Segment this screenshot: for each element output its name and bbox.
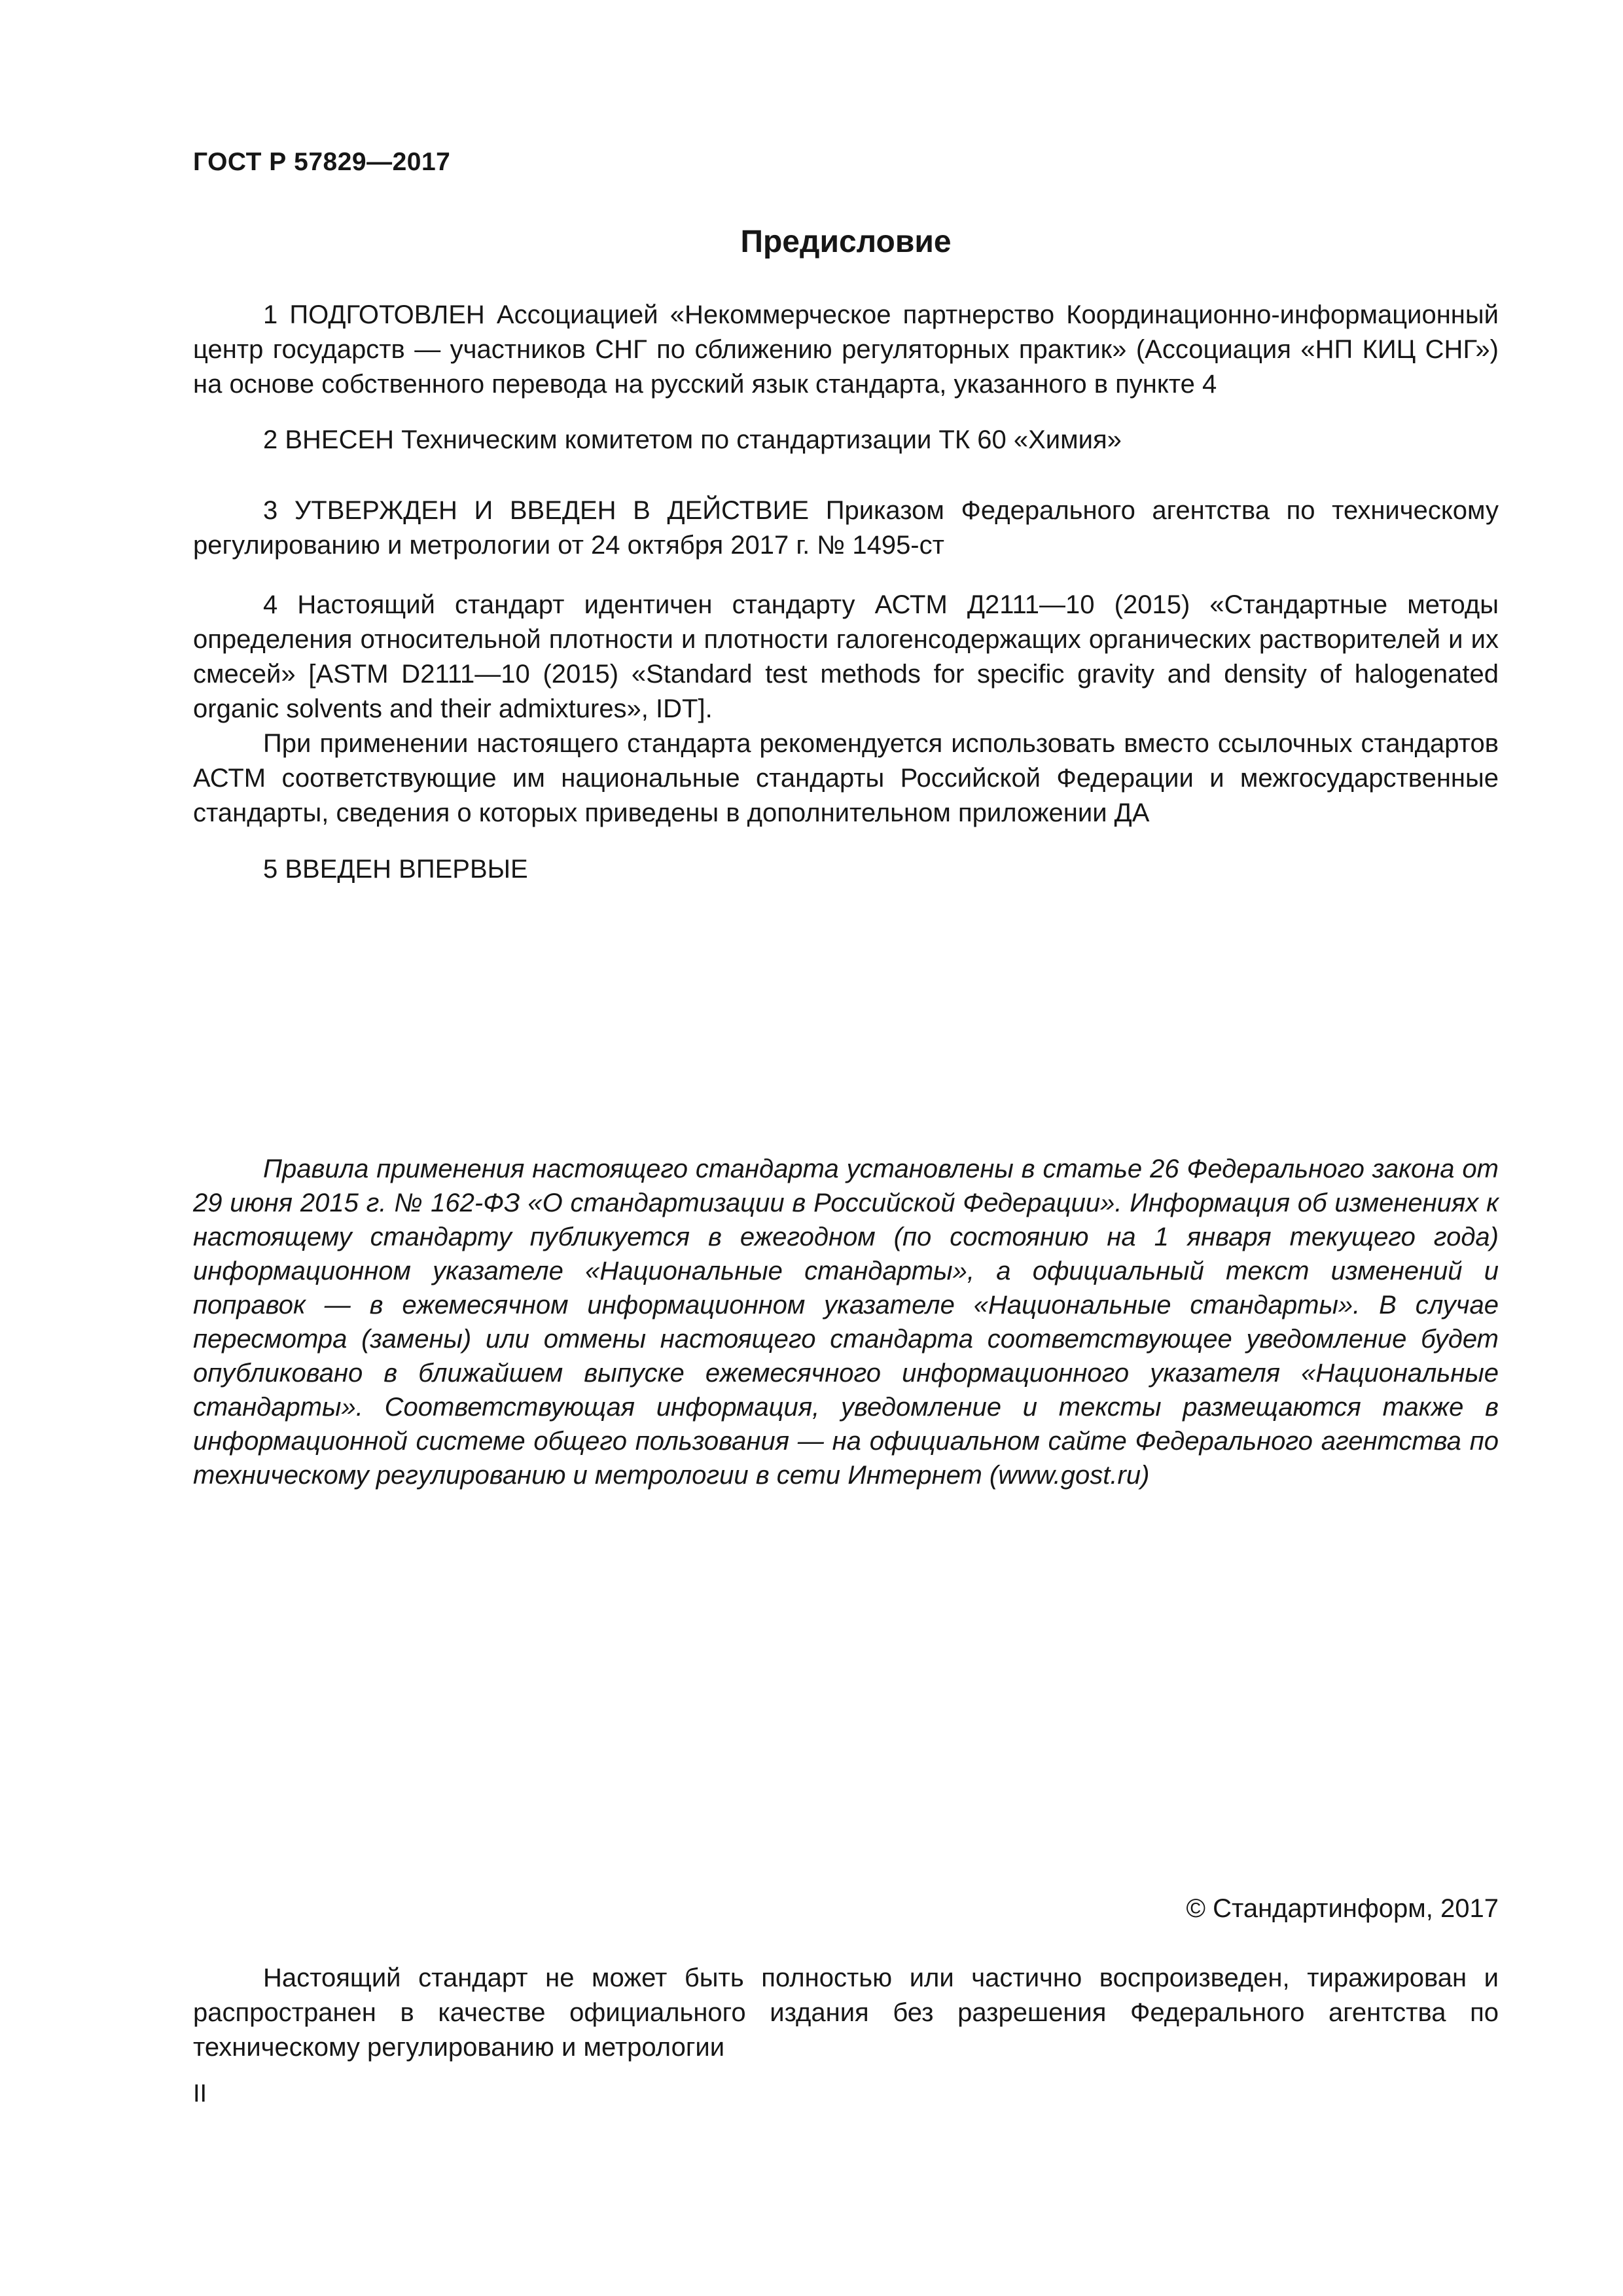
foreword-item-4-note: При применении настоящего стандарта рекомендуется использовать вместо ссылочных стандартов АСТМ соответствующие им национальные стандарты Российской Федерации и межгосударственные стандарты, сведения о которых приведены в дополнительном приложении ДА [193, 729, 1499, 827]
foreword-item-3 [193, 493, 1499, 563]
copyright-line: © Стандартинформ, 2017 [1186, 1894, 1499, 1923]
foreword-item-5-text: 5 ВВЕДЕН ВПЕРВЫЕ [263, 855, 528, 884]
foreword-item-4-text: 4 Настоящий стандарт идентичен стандарту АСТМ Д2111—10 (2015) «Стандартные методы определения относительной плотности и плотности галогенсодержащих органических растворителей и их смесей» [ASTM D2111—10 (2015) «Standard test methods for specific gravity and density of halogenated organic solvents and their admixtures», IDT]. [193, 590, 1499, 723]
reproduction-notice: Настоящий стандарт не может быть полностью или частично воспроизведен, тиражирован и распространен в качестве официального издания без разрешения Федерального агентства по техническому регулированию и метрологии [193, 1964, 1499, 2062]
application-rules-notice: Правила применения настоящего стандарта установлены в статье 26 Федерального закона от 29 июня 2015 г. № 162-ФЗ «О стандартизации в Российской Федерации». Информация об изменениях к настоящему стандарту публикуется в ежегодном (по состоянию на 1 января текущего года) информационном указателе «Национальные стандарты», а официальный текст изменений и поправок — в ежемесячном информационном указателе «Национальные стандарты». В случае пересмотра (замены) или отмены настоящего стандарта соответствующее уведомление будет опубликовано в ближайшем выпуске ежемесячного информационного указателя «Национальные стандарты». Соответствующая информация, уведомление и тексты размещаются также в информационной системе общего пользования — на официальном сайте Федерального агентства по техническому регулированию и метрологии в сети Интернет (www.gost.ru) [193, 1155, 1499, 1490]
page-number: II [193, 2080, 207, 2108]
foreword-item-1 [193, 298, 1499, 402]
foreword-item-3-text: 3 УТВЕРЖДЕН И ВВЕДЕН В ДЕЙСТВИЕ Приказом Федерального агентства по техническому регулированию и метрологии от 24 октября 2017 г. № 1495-ст [193, 496, 1499, 560]
foreword-item-2 [193, 423, 1499, 457]
foreword-item-4 [193, 588, 1499, 831]
page-title: Предисловие [740, 224, 952, 259]
foreword-item-5 [193, 852, 1499, 887]
foreword-item-1-text: 1 ПОДГОТОВЛЕН Ассоциацией «Некоммерческое партнерство Координационно-информационный центр государств — участников СНГ по сближению регуляторных практик» (Ассоциация «НП КИЦ СНГ») на основе собственного перевода на русский язык стандарта, указанного в пункте 4 [193, 300, 1499, 399]
standard-code: ГОСТ Р 57829—2017 [193, 148, 451, 176]
foreword-item-2-text: 2 ВНЕСЕН Техническим комитетом по стандартизации ТК 60 «Химия» [263, 425, 1122, 454]
